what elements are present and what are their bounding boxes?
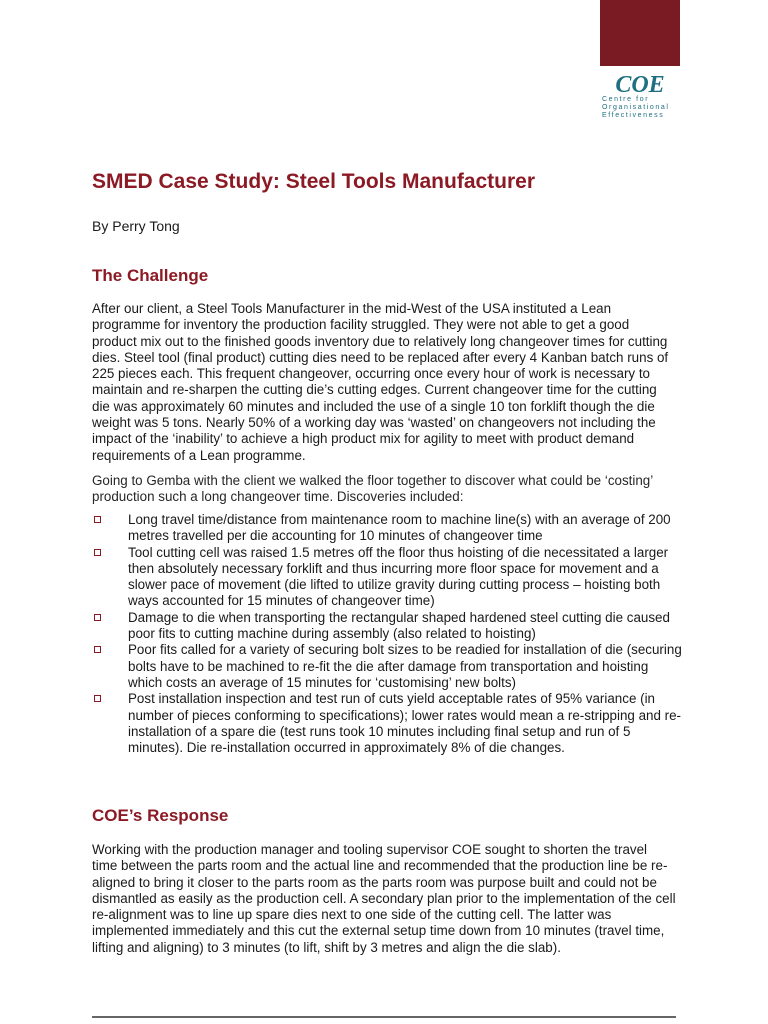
- discovery-text: Long travel time/distance from maintenance room to machine line(s) with an average of 200 metres travelled per die accounting for 10 minutes of changeover time: [128, 512, 671, 544]
- discovery-text: Tool cutting cell was raised 1.5 metres off the floor thus hoisting of die necessitated a larger then absolutely necessary forklift and thus incurring more floor space for movement and a slower pace of movement (die lifted to utilize gravity during cutting process – hoisting both ways accounted for 15 minutes of changeover time): [128, 544, 669, 609]
- gemba-paragraph: Going to Gemba with the client we walked the floor together to discover what could be ‘costing’ production such a long changeover time. Discoveries included:: [92, 473, 653, 505]
- discovery-item: [92, 610, 682, 643]
- challenge-paragraph: After our client, a Steel Tools Manufacturer in the mid-West of the USA instituted a Lean programme for inventory the production facility struggled. They were not able to get a good product mix out to the finished goods inventory due to relatively long changeover times for cutting dies. Steel tool (final product) cutting dies need to be replaced after every 4 Kanban batch runs of 225 pieces each. This frequent changeover, occurring once every hour of work is necessary to maintain and re-sharpen the cutting die’s cutting edges. Current changeover time for the cutting die was approximately 60 minutes and included the use of a single 10 ton forklift though the die weight was 5 tons. Nearly 50% of a working day was ‘wasted’ on changeovers not including the impact of the ‘inability’ to achieve a high product mix for agility to meet with product demand requirements of a Lean programme.: [92, 301, 669, 463]
- document-title: SMED Case Study: Steel Tools Manufacturer: [92, 170, 536, 193]
- discovery-text: Poor fits called for a variety of securing bolt sizes to be readied for installation of die (securing bolts have to be machined to re-fit the die after damage from transportation and hoisting which costs an average of 15 minutes for ‘customising’ new bolts): [128, 642, 682, 690]
- square-bullet-icon: [94, 695, 101, 702]
- response-heading: COE’s Response: [92, 806, 229, 825]
- footer-divider: [92, 1016, 676, 1018]
- square-bullet-icon: [94, 614, 101, 621]
- author-byline: By Perry Tong: [92, 218, 180, 234]
- coe-logo: [600, 72, 680, 120]
- response-paragraph: Working with the production manager and tooling supervisor COE sought to shorten the travel time between the parts room and the actual line and recommended that the production line be re-aligned to bring it closer to the parts room as the parts room was purpose built and could not be dismantled as easily as the production cell. A secondary plan prior to the implementation of the cell re-alignment was to line up spare dies next to one side of the cutting cell. The latter was implemented immediately and this cut the external setup time down from 10 minutes (travel time, lifting and aligning) to 3 minutes (to lift, shift by 3 metres and align the die slab).: [92, 842, 676, 955]
- svg-text:COE: COE: [615, 72, 665, 96]
- square-bullet-icon: [94, 516, 101, 523]
- discovery-text: Post installation inspection and test run of cuts yield acceptable rates of 95% variance (in number of pieces conforming to specifications); lower rates would mean a re-stripping and re-installation of a spare die (test runs took 10 minutes including final setup and run of 5 minutes). Die re-installation occurred in approximately 8% of die changes.: [128, 691, 681, 756]
- logo-text-line-3: Effectiveness: [602, 112, 665, 119]
- discovery-item: [92, 691, 682, 756]
- challenge-heading: The Challenge: [92, 266, 209, 285]
- discovery-item: [92, 642, 682, 691]
- discoveries-list: [92, 512, 682, 756]
- square-bullet-icon: [94, 646, 101, 653]
- logo-color-block: [600, 0, 680, 66]
- discovery-text: Damage to die when transporting the rectangular shaped hardened steel cutting die caused poor fits to cutting machine during assembly (also related to hoisting): [128, 609, 670, 642]
- logo-text-line-1: Centre for: [602, 96, 650, 103]
- discovery-item: [92, 545, 682, 610]
- discovery-item: [92, 512, 682, 545]
- logo-text-line-2: Organisational: [602, 104, 670, 111]
- square-bullet-icon: [94, 549, 101, 556]
- coe-logo-mark: [600, 72, 680, 96]
